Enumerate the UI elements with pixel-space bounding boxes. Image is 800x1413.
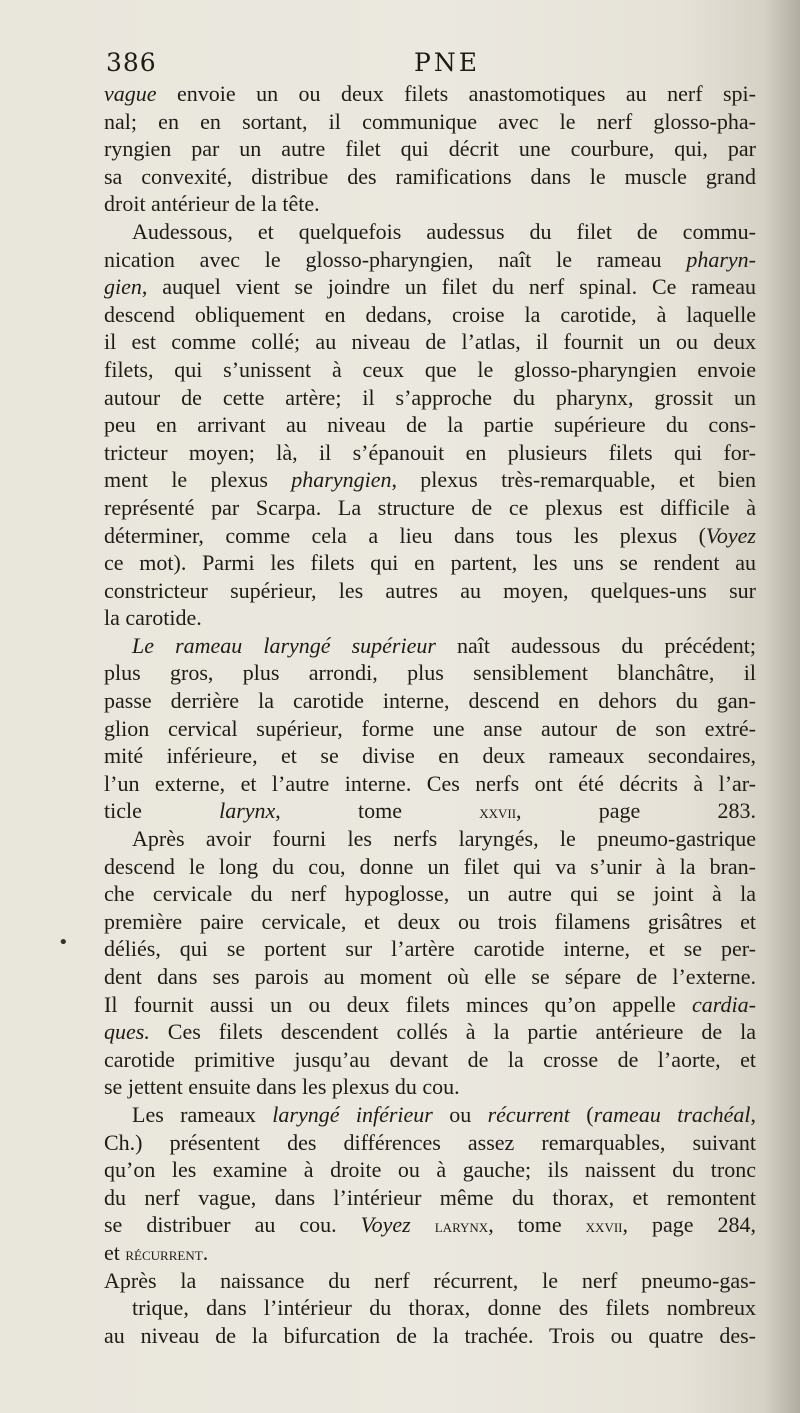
page-number: 386 bbox=[106, 48, 157, 77]
text-line bbox=[104, 1073, 756, 1101]
text-run: , bbox=[750, 1101, 757, 1127]
italic-text: Voyez bbox=[705, 522, 756, 548]
text-run: descend obliquement en dedans, croise la carotide, à laquelle bbox=[104, 301, 756, 327]
text-line bbox=[104, 687, 756, 715]
text-run: il est comme collé; au niveau de l’atlas, il fournit un ou deux bbox=[104, 329, 756, 355]
text-line bbox=[104, 853, 756, 881]
text-run: glion cervical supérieur, forme une anse autour de son extré- bbox=[104, 715, 756, 741]
italic-text: récurrent bbox=[487, 1101, 570, 1127]
text-line bbox=[104, 991, 756, 1019]
text-line bbox=[104, 1129, 756, 1157]
text-run: , tome bbox=[488, 1212, 586, 1238]
text-run: Ces filets descendent collés à la partie antérieure de la bbox=[149, 1019, 756, 1045]
text-run: tricteur moyen; là, il s’épanouit en plusieurs filets qui for- bbox=[104, 439, 756, 465]
text-line bbox=[104, 1267, 756, 1295]
text-run: ticle bbox=[104, 798, 220, 824]
text-run: che cervicale du nerf hypoglosse, un autre qui se joint à la bbox=[104, 881, 756, 907]
text-line bbox=[104, 935, 756, 963]
text-run: ( bbox=[569, 1101, 594, 1127]
text-line bbox=[104, 1184, 756, 1212]
text-line bbox=[104, 522, 756, 550]
text-run: ce mot). Parmi les filets qui en partent, les uns se rendent au bbox=[104, 550, 756, 576]
text-run: et bbox=[104, 1239, 126, 1265]
text-run: , tome bbox=[275, 798, 480, 824]
text-run: ment le plexus bbox=[104, 467, 292, 493]
text-run: déterminer, comme cela a lieu dans tous les plexus ( bbox=[104, 522, 706, 548]
text-line bbox=[104, 439, 756, 467]
small-caps-text: xxvii bbox=[479, 802, 517, 824]
text-line bbox=[104, 770, 756, 798]
text-run: envoie un ou deux filets anastomotiques au nerf spi- bbox=[156, 81, 756, 106]
text-run: carotide primitive jusqu’au devant de la crosse de l’aorte, et bbox=[104, 1046, 756, 1072]
text-run: déliés, qui se portent sur l’artère carotide interne, et se per- bbox=[104, 936, 756, 962]
text-line bbox=[104, 1294, 756, 1322]
italic-text: gien bbox=[104, 274, 142, 300]
text-run: du nerf vague, dans l’intérieur même du thorax, et remontent bbox=[104, 1184, 756, 1210]
text-line bbox=[104, 1156, 756, 1184]
text-line bbox=[104, 273, 756, 301]
text-run bbox=[411, 1212, 435, 1237]
text-run: autour de cette artère; il s’approche du pharynx, grossit un bbox=[104, 384, 756, 410]
text-line bbox=[104, 825, 756, 853]
text-run: ou bbox=[432, 1101, 488, 1127]
text-line bbox=[104, 797, 756, 825]
text-run: Après la naissance du nerf récurrent, le nerf pneumo-gas- bbox=[104, 1267, 756, 1293]
text-line bbox=[104, 163, 756, 191]
text-run: dent dans ses parois au moment où elle se sépare de l’externe. bbox=[104, 964, 756, 989]
text-run: trique, dans l’intérieur du thorax, donne des filets nombreux bbox=[132, 1295, 756, 1321]
text-run: droit antérieur de la tête. bbox=[104, 191, 320, 217]
text-line bbox=[104, 384, 756, 412]
text-run: l’un externe, et l’autre interne. Ces nerfs ont été décrits à l’ar- bbox=[104, 770, 756, 796]
text-line bbox=[104, 742, 756, 770]
text-line bbox=[104, 1322, 756, 1350]
text-run: se distribuer au cou. bbox=[104, 1212, 361, 1238]
text-line bbox=[104, 632, 756, 660]
italic-text: cardia- bbox=[692, 991, 756, 1017]
text-run: la carotide. bbox=[104, 605, 202, 631]
small-caps-text: larynx bbox=[434, 1216, 489, 1238]
text-run: qu’on les examine à droite ou à gauche; ils naissent du tronc bbox=[104, 1157, 756, 1183]
text-line bbox=[104, 80, 756, 108]
text-line bbox=[104, 190, 756, 218]
text-line bbox=[104, 1211, 756, 1239]
text-run: nal; en en sortant, il communique avec le nerf glosso-pha- bbox=[104, 108, 756, 134]
text-line bbox=[104, 1239, 756, 1267]
text-line bbox=[104, 715, 756, 743]
text-run: , auquel vient se joindre un filet du nerf spinal. Ce rameau bbox=[141, 274, 756, 300]
text-line bbox=[104, 659, 756, 687]
italic-text: rameau trachéal bbox=[593, 1101, 751, 1127]
page-header bbox=[106, 48, 754, 84]
text-run: au niveau de la bifurcation de la trachée. Trois ou quatre des- bbox=[104, 1322, 756, 1348]
text-run: passe derrière la carotide interne, descend en dehors du gan- bbox=[104, 688, 756, 714]
text-run: plus gros, plus arrondi, plus sensiblement blanchâtre, il bbox=[104, 660, 756, 686]
text-run: se jettent ensuite dans les plexus du cou. bbox=[104, 1074, 460, 1100]
text-run: première paire cervicale, et deux ou trois filamens grisâtres et bbox=[104, 908, 756, 934]
running-head: PNE bbox=[414, 48, 480, 77]
small-caps-text: récurrent bbox=[125, 1243, 203, 1265]
text-run: constricteur supérieur, les autres au moyen, quelques-uns sur bbox=[104, 577, 756, 603]
text-line bbox=[104, 963, 756, 991]
text-run: Audessous, et quelquefois audessus du filet de commu- bbox=[132, 218, 756, 244]
text-line bbox=[104, 246, 756, 274]
text-run: . bbox=[202, 1239, 209, 1265]
text-line bbox=[104, 1018, 756, 1046]
text-line bbox=[104, 908, 756, 936]
text-line bbox=[104, 577, 756, 605]
text-line bbox=[104, 356, 756, 384]
italic-text: ques. bbox=[104, 1019, 150, 1045]
text-line bbox=[104, 108, 756, 136]
text-run: représenté par Scarpa. La structure de ce plexus est difficile à bbox=[104, 494, 756, 520]
text-run: Les rameaux bbox=[132, 1101, 273, 1127]
text-line bbox=[104, 604, 756, 632]
text-run: naît audessous du précédent; bbox=[435, 632, 756, 658]
italic-text: Le rameau laryngé supérieur bbox=[132, 632, 436, 658]
page-edge-shadow bbox=[764, 0, 800, 1413]
text-line bbox=[104, 494, 756, 522]
text-line bbox=[104, 466, 756, 494]
text-line bbox=[104, 1046, 756, 1074]
margin-mark: • bbox=[58, 932, 69, 953]
text-run: sa convexité, distribue des ramifications dans le muscle grand bbox=[104, 163, 756, 189]
text-run: peu en arrivant au niveau de la partie supérieure du cons- bbox=[104, 412, 756, 438]
small-caps-text: xxvii bbox=[585, 1216, 623, 1238]
text-run: , page 283. bbox=[516, 798, 757, 824]
text-line bbox=[104, 1101, 756, 1129]
text-line bbox=[104, 411, 756, 439]
text-line bbox=[104, 301, 756, 329]
text-run: Après avoir fourni les nerfs laryngés, le pneumo-gastrique bbox=[132, 826, 756, 852]
italic-text: pharyngien bbox=[291, 467, 392, 493]
text-run: Il fournit aussi un ou deux filets minces qu’on appelle bbox=[104, 991, 693, 1017]
body-text bbox=[104, 80, 756, 1349]
text-run: filets, qui s’unissent à ceux que le glosso-pharyngien envoie bbox=[104, 356, 756, 382]
text-line bbox=[104, 549, 756, 577]
italic-text: pharyn- bbox=[686, 246, 756, 272]
italic-text: vague bbox=[104, 81, 157, 106]
italic-text: Voyez bbox=[360, 1212, 411, 1238]
text-run: nication avec le glosso-pharyngien, naît le rameau bbox=[104, 246, 687, 272]
text-run: , page 284, bbox=[622, 1212, 757, 1238]
text-run: , plexus très-remarquable, et bien bbox=[391, 467, 756, 493]
text-run: ryngien par un autre filet qui décrit une courbure, qui, par bbox=[104, 136, 756, 162]
italic-text: laryngé inférieur bbox=[272, 1101, 433, 1127]
text-line bbox=[104, 135, 756, 163]
text-line bbox=[104, 880, 756, 908]
text-line bbox=[104, 218, 756, 246]
text-line bbox=[104, 328, 756, 356]
text-run: descend le long du cou, donne un filet qui va s’unir à la bran- bbox=[104, 853, 756, 879]
text-run: Ch.) présentent des différences assez remarquables, suivant bbox=[104, 1129, 756, 1155]
text-run: mité inférieure, et se divise en deux rameaux secondaires, bbox=[104, 743, 756, 769]
italic-text: larynx bbox=[219, 798, 276, 824]
